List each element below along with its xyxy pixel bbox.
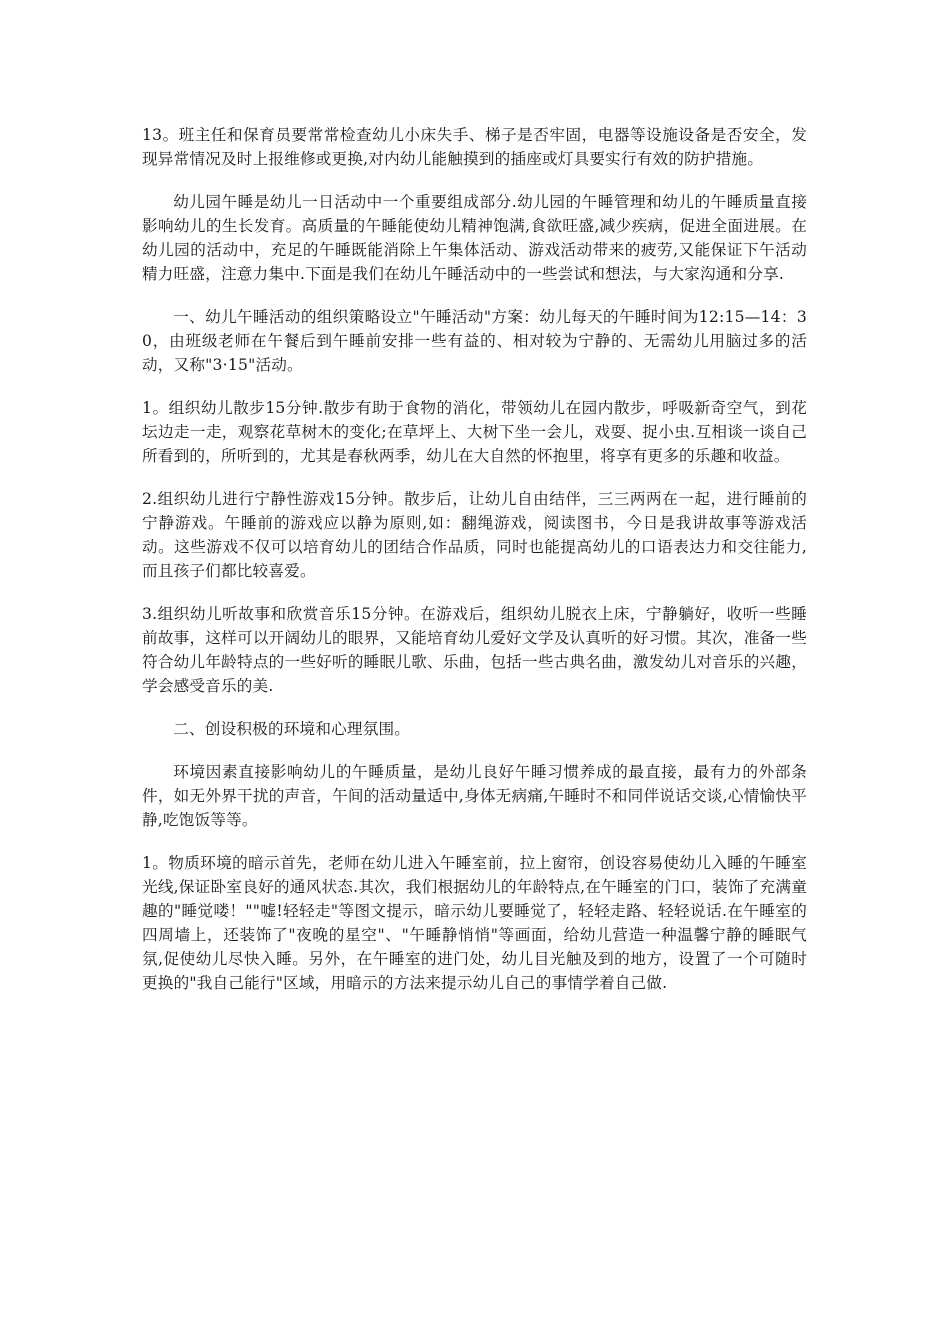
paragraph-material-environment: 1。物质环境的暗示首先，老师在幼儿进入午睡室前，拉上窗帘，创设容易使幼儿入睡的午睡室光线,保证卧室良好的通风状态.其次，我们根据幼儿的年龄特点,在午睡室的门口，装饰了充满童趣的"睡觉喽！""嘘!轻轻走"等图文提示，暗示幼儿要睡觉了，轻轻走路、轻轻说话.在午睡室的四周墙上，还装饰了"夜晚的星空"、"午睡静悄悄"等画面，给幼儿营造一种温馨宁静的睡眠气氛,促使幼儿尽快入睡。另外，在午睡室的进门处，幼儿目光触及到的地方，设置了一个可随时更换的"我自己能行"区域，用暗示的方法来提示幼儿自己的事情学着自己做. <box>142 854 807 992</box>
document-page <box>142 123 807 1014</box>
paragraph-walk-activity: 1。组织幼儿散步15分钟.散步有助于食物的消化，带领幼儿在园内散步，呼吸新奇空气，到花坛边走一走，观察花草树木的变化;在草坪上、大树下坐一会儿，戏耍、捉小虫.互相谈一谈自己所看到的，所听到的，尤其是春秋两季，幼儿在大自然的怀抱里，将享有更多的乐趣和收益。 <box>142 399 807 465</box>
paragraph-safety-check: 13。班主任和保育员要常常检查幼儿小床失手、梯子是否牢固，电器等设施设备是否安全，发现异常情况及时上报维修或更换,对内幼儿能触摸到的插座或灯具要实行有效的防护措施。 <box>142 126 807 168</box>
paragraph-story-music: 3.组织幼儿听故事和欣赏音乐15分钟。在游戏后，组织幼儿脱衣上床，宁静躺好，收听一些睡前故事，这样可以开阔幼儿的眼界，又能培育幼儿爱好文学及认真听的好习惯。其次，准备一些符合幼儿年龄特点的一些好听的睡眠儿歌、乐曲，包括一些古典名曲，激发幼儿对音乐的兴趣，学会感受音乐的美. <box>142 605 807 695</box>
paragraph-section-two-heading: 二、创设积极的环境和心理氛围。 <box>173 720 411 738</box>
paragraph-environment-factors: 环境因素直接影响幼儿的午睡质量，是幼儿良好午睡习惯养成的最直接，最有力的外部条件，如无外界干扰的声音，午间的活动量适中,身体无病痛,午睡时不和同伴说话交谈,心情愉快平静,吃饱饭等等。 <box>142 763 807 829</box>
paragraph-section-one-heading: 一、幼儿午睡活动的组织策略设立"午睡活动"方案：幼儿每天的午睡时间为12:15—14：30，由班级老师在午餐后到午睡前安排一些有益的、相对较为宁静的、无需幼儿用脑过多的活动，又称"3·15"活动。 <box>142 308 807 374</box>
paragraph-quiet-game: 2.组织幼儿进行宁静性游戏15分钟。散步后，让幼儿自由结伴，三三两两在一起，进行睡前的宁静游戏。午睡前的游戏应以静为原则,如：翻绳游戏，阅读图书，今日是我讲故事等游戏活动。这些游戏不仅可以培育幼儿的团结合作品质，同时也能提高幼儿的口语表达力和交往能力,而且孩子们都比较喜爱。 <box>142 490 807 580</box>
paragraph-nap-intro: 幼儿园午睡是幼儿一日活动中一个重要组成部分.幼儿园的午睡管理和幼儿的午睡质量直接影响幼儿的生长发育。高质量的午睡能使幼儿精神饱满,食欲旺盛,减少疾病，促进全面进展。在幼儿园的活动中，充足的午睡既能消除上午集体活动、游戏活动带来的疲劳,又能保证下午活动精力旺盛，注意力集中.下面是我们在幼儿午睡活动中的一些尝试和想法，与大家沟通和分享. <box>142 193 807 283</box>
